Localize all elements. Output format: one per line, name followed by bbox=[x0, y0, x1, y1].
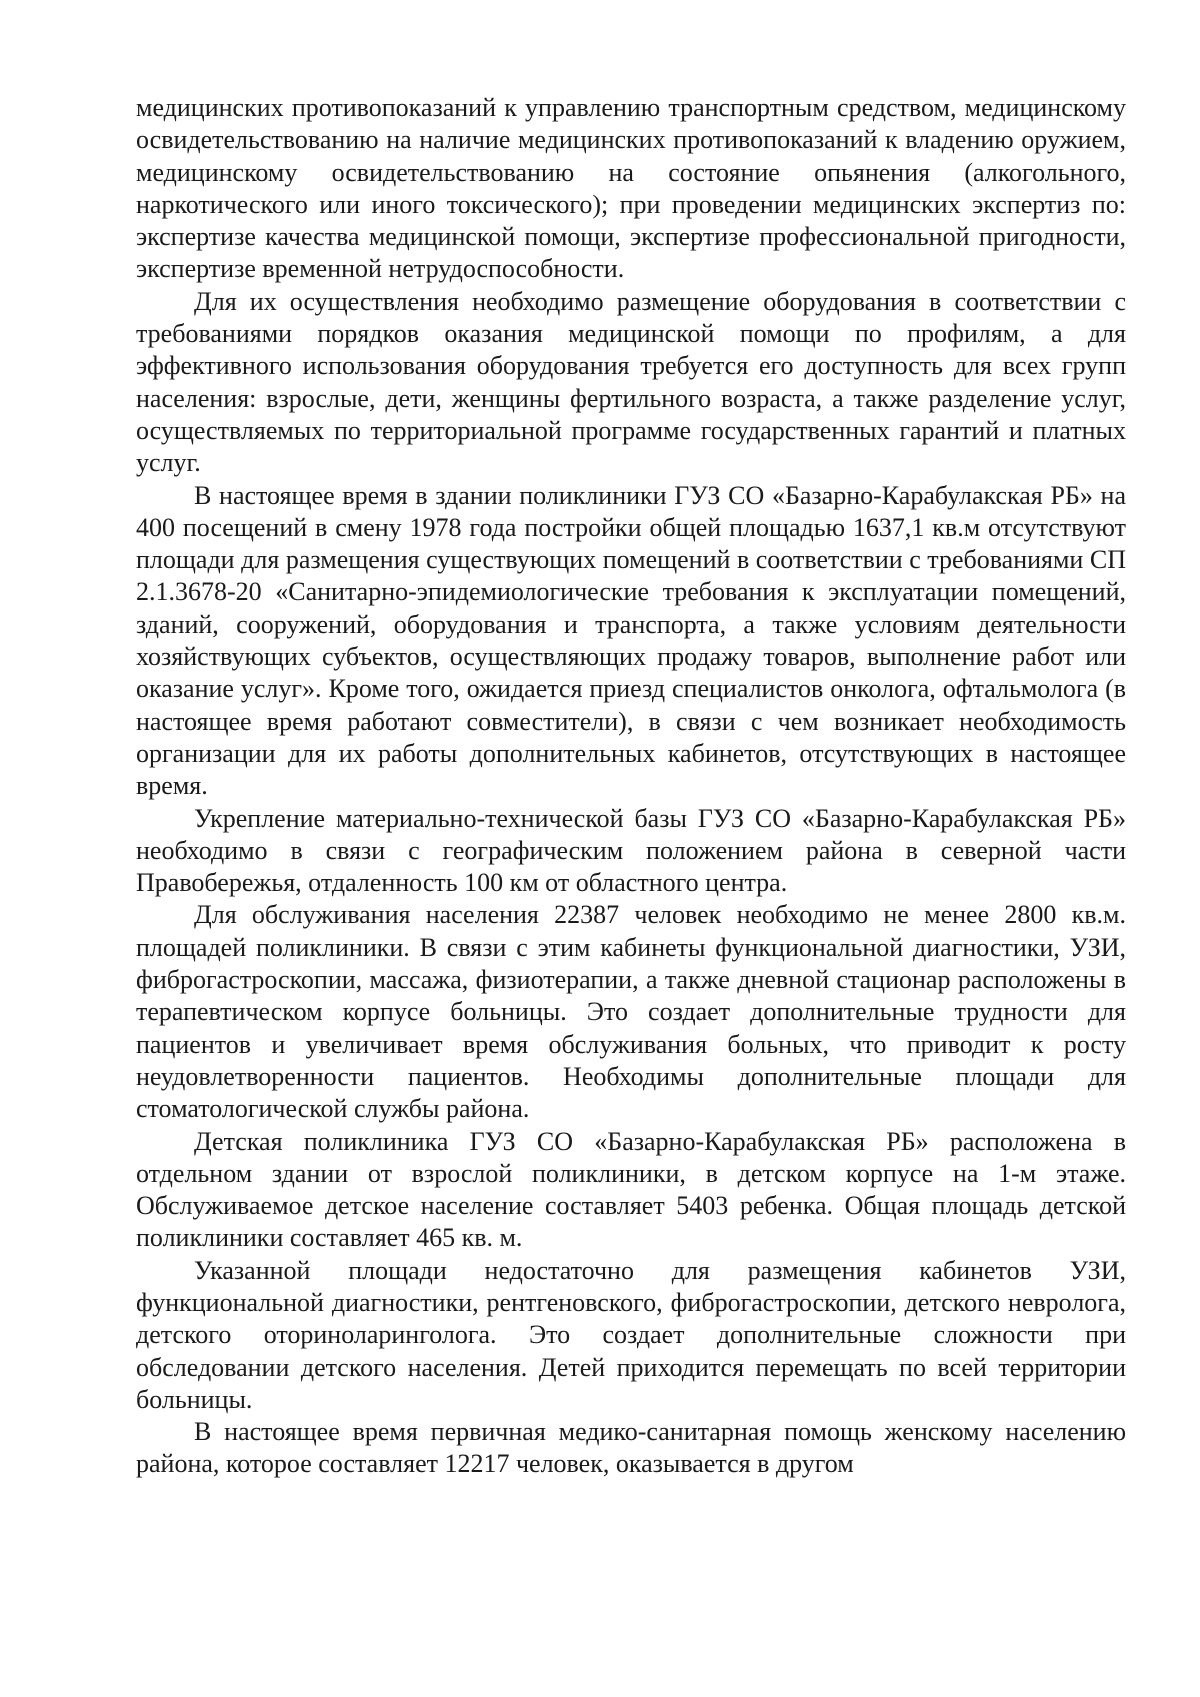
paragraph-3: В настоящее время в здании поликлиники ГУЗ СО «Базарно-Карабулакская РБ» на 400 посещений в смену 1978 года постройки общей площадью 1637,1 кв.м отсутствуют площади для размещения существующих помещений в соответствии с требованиями СП 2.1.3678-20 «Санитарно-эпидемиологические требования к эксплуатации помещений, зданий, сооружений, оборудования и транспорта, а также условиям деятельности хозяйствующих субъектов, осуществляющих продажу товаров, выполнение работ или оказание услуг». Кроме того, ожидается приезд специалистов онколога, офтальмолога (в настоящее время работают совместители), в связи с чем возникает необходимость организации для их работы дополнительных кабинетов, отсутствующих в настоящее время. bbox=[136, 480, 1126, 801]
paragraph-1: медицинских противопоказаний к управлению транспортным средством, медицинскому освидетельствованию на наличие медицинских противопоказаний к владению оружием, медицинскому освидетельствованию на состояние опьянения (алкогольного, наркотического или иного токсического); при проведении медицинских экспертиз по: экспертизе качества медицинской помощи, экспертизе профессиональной пригодности, экспертизе временной нетрудоспособности. bbox=[136, 93, 1126, 284]
paragraph-4: Укрепление материально-технической базы ГУЗ СО «Базарно-Карабулакская РБ» необходимо в связи с географическим положением района в северной части Правобережья, отдаленность 100 км от областного центра. bbox=[136, 803, 1126, 898]
document-body bbox=[136, 92, 1126, 1481]
paragraph-2: Для их осуществления необходимо размещение оборудования в соответствии с требованиями порядков оказания медицинской помощи по профилям, а для эффективного использования оборудования требуется его доступность для всех групп населения: взрослые, дети, женщины фертильного возраста, а также разделение услуг, осуществляемых по территориальной программе государственных гарантий и платных услуг. bbox=[136, 286, 1126, 478]
paragraph-5: Для обслуживания населения 22387 человек необходимо не менее 2800 кв.м. площадей поликлиники. В связи с этим кабинеты функциональной диагностики, УЗИ, фиброгастроскопии, массажа, физиотерапии, а также дневной стационар расположены в терапевтическом корпусе больницы. Это создает дополнительные трудности для пациентов и увеличивает время обслуживания больных, что приводит к росту неудовлетворенности пациентов. Необходимы дополнительные площади для стоматологической службы района. bbox=[136, 900, 1126, 1124]
paragraph-7: Указанной площади недостаточно для размещения кабинетов УЗИ, функциональной диагностики, рентгеновского, фиброгастроскопии, детского невролога, детского оториноларинголога. Это создает дополнительные сложности при обследовании детского населения. Детей приходится перемещать по всей территории больницы. bbox=[136, 1255, 1126, 1414]
paragraph-8: В настоящее время первичная медико-санитарная помощь женскому населению района, которое составляет 12217 человек, оказывается в другом bbox=[136, 1417, 1126, 1479]
paragraph-6: Детская поликлиника ГУЗ СО «Базарно-Карабулакская РБ» расположена в отдельном здании от взрослой поликлиники, в детском корпусе на 1-м этаже. Обслуживаемое детское население составляет 5403 ребенка. Общая площадь детской поликлиники составляет 465 кв. м. bbox=[136, 1126, 1126, 1253]
